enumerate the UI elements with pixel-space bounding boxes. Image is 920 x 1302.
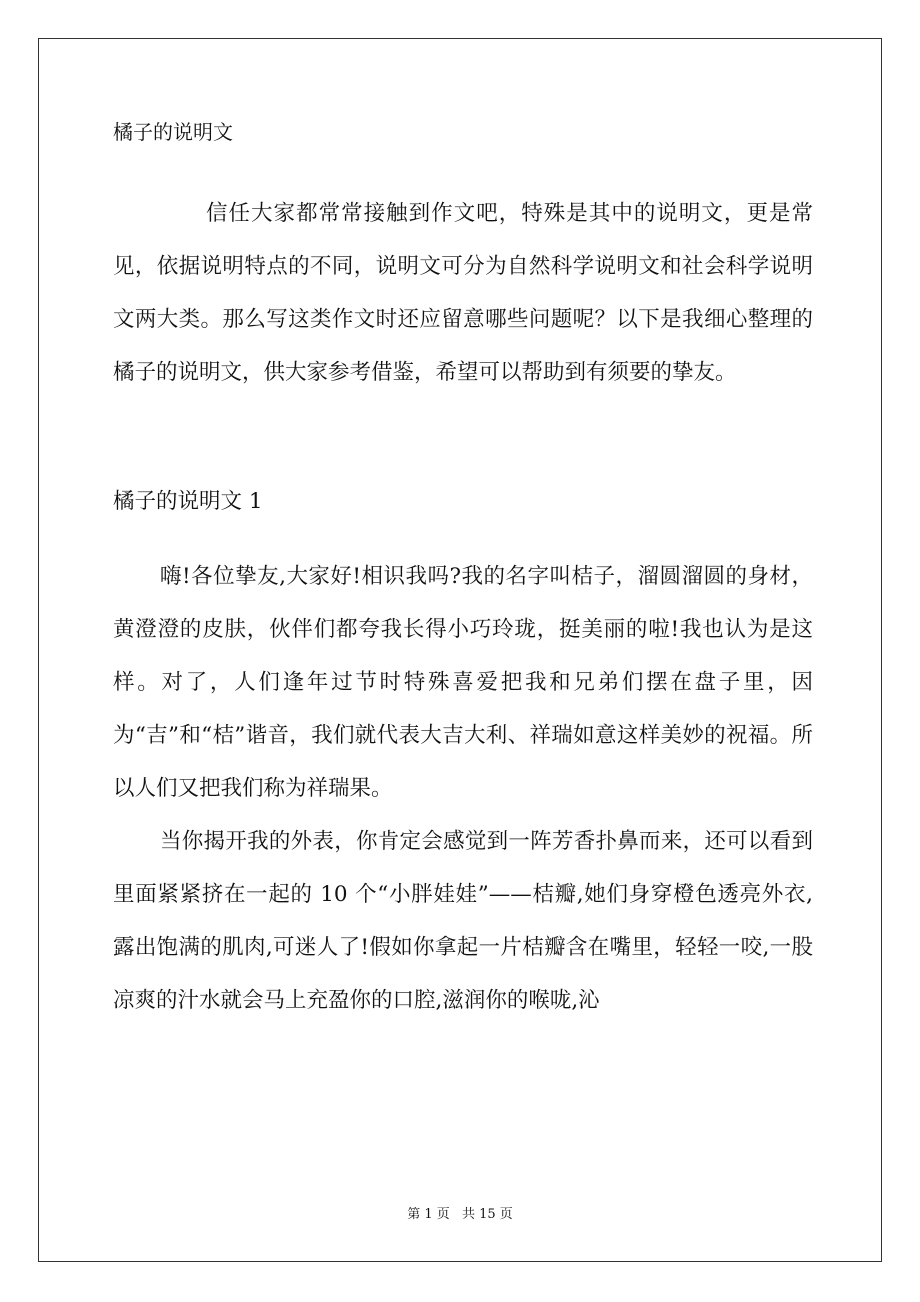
- body-paragraph: 嗨!各位挚友,大家好!相识我吗?我的名字叫桔子，溜圆溜圆的身材，黄澄澄的皮肤，伙伴们都夸我长得小巧玲珑，挺美丽的啦!我也认为是这样。对了，人们逢年过节时特殊喜爱把我和兄弟们摆在盘子里，因为“吉”和“桔”谐音，我们就代表大吉大利、祥瑞如意这样美妙的祝福。所以人们又把我们称为祥瑞果。: [113, 564, 813, 801]
- section-heading: 橘子的说明文 1: [113, 489, 263, 514]
- document-body: [113, 118, 813, 1027]
- intro-paragraph: 信任大家都常常接触到作文吧，特殊是其中的说明文，更是常见，依据说明特点的不同，说明文可分为自然科学说明文和社会科学说明文两大类。那么写这类作文时还应留意哪些问题呢？以下是我细心整理的橘子的说明文，供大家参考借鉴，希望可以帮助到有须要的挚友。: [113, 201, 813, 385]
- page-footer: [0, 1206, 920, 1224]
- body-paragraph: 当你揭开我的外表，你肯定会感觉到一阵芳香扑鼻而来，还可以看到里面紧紧挤在一起的 10 个“小胖娃娃”——桔瓣,她们身穿橙色透亮外衣,露出饱满的肌肉,可迷人了!假如你拿起一片桔瓣含在嘴里，轻轻一咬,一股凉爽的汁水就会马上充盈你的口腔,滋润你的喉咙,沁: [113, 829, 813, 1013]
- page-total: 共 15 页: [461, 1207, 513, 1222]
- page-number: 第 1 页: [407, 1207, 450, 1222]
- document-title: 橘子的说明文: [113, 120, 233, 144]
